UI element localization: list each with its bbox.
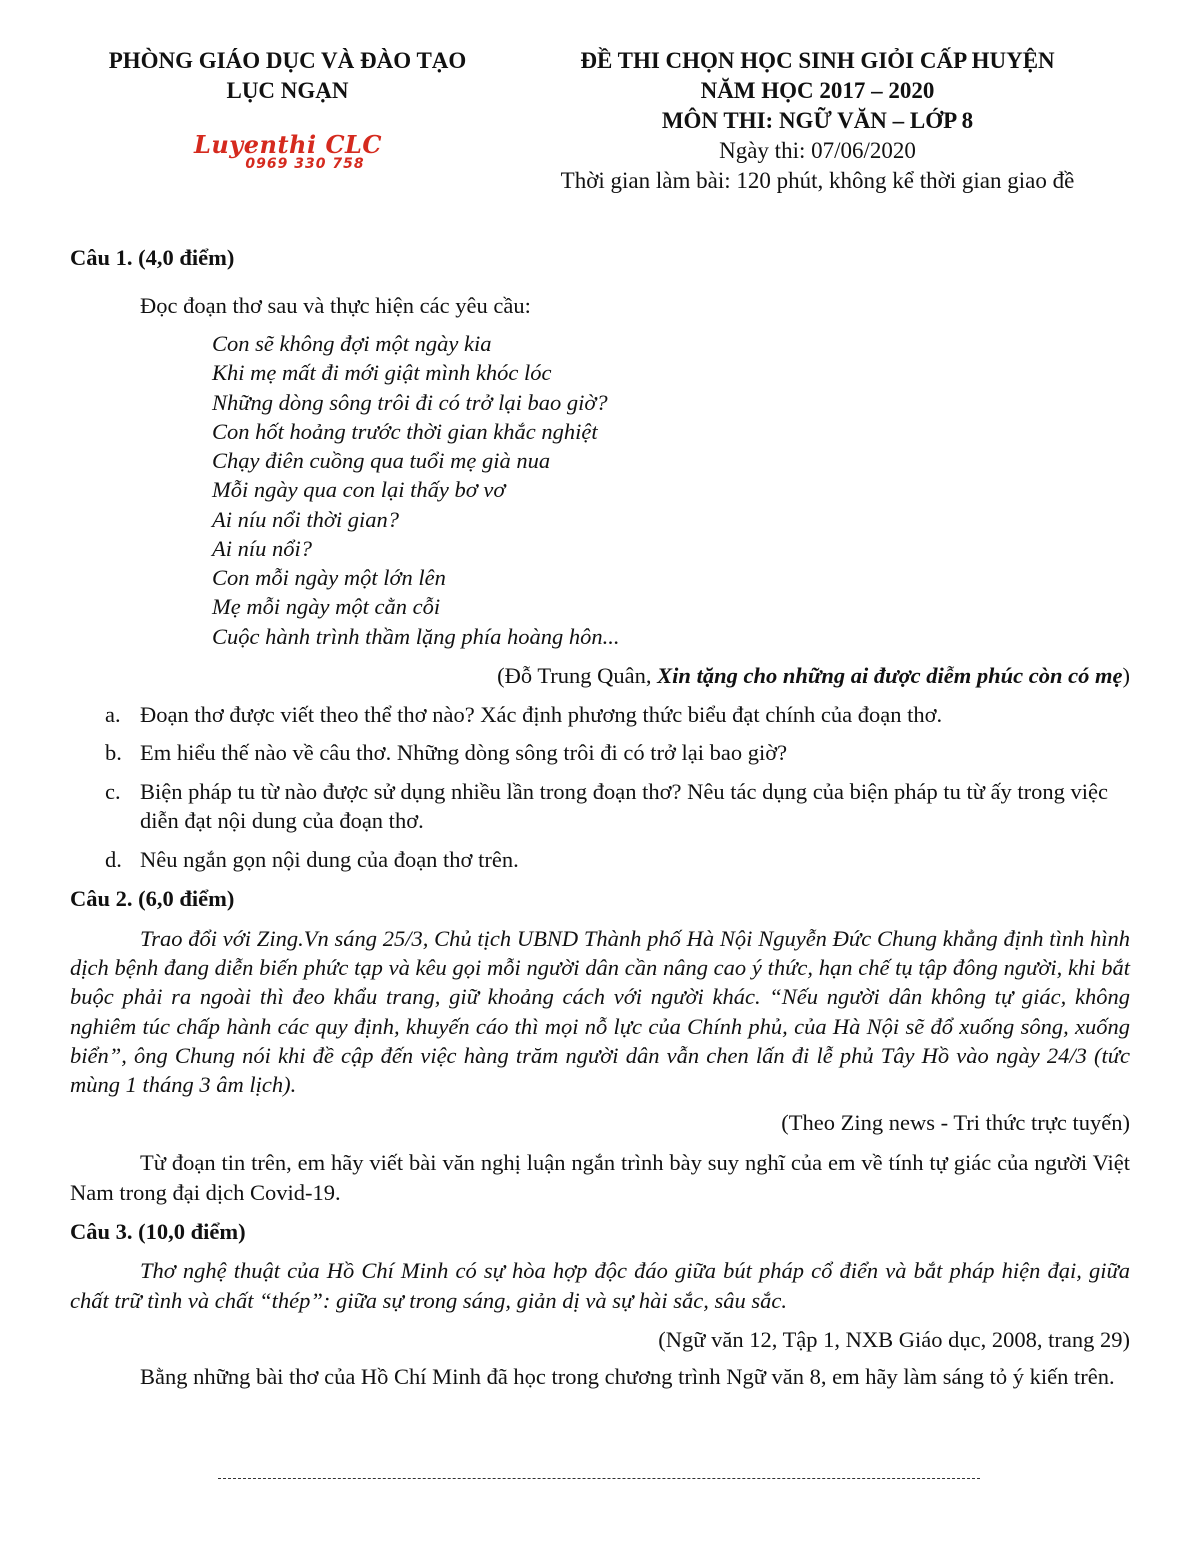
source-suffix: ) [1122, 663, 1130, 688]
subject: MÔN THI: NGỮ VĂN – LỚP 8 [661, 108, 974, 133]
header-left [75, 46, 500, 106]
exam-duration: Thời gian làm bài: 120 phút, không kể thời gian giao đề [560, 168, 1075, 193]
item-text: Đoạn thơ được viết theo thể thơ nào? Xác định phương thức biểu đạt chính của đoạn thơ. [140, 702, 943, 727]
poem-line: Những dòng sông trôi đi có trở lại bao giờ? [212, 390, 608, 415]
item-label: d. [105, 847, 122, 872]
exam-date: Ngày thi: 07/06/2020 [719, 138, 916, 163]
item-text: Em hiểu thế nào về câu thơ. Những dòng sông trôi đi có trở lại bao giờ? [140, 740, 788, 765]
q2-heading: Câu 2. (6,0 điểm) [70, 886, 235, 911]
item-text: Biện pháp tu từ nào được sử dụng nhiều lần trong đoạn thơ? Nêu tác dụng của biện pháp tu từ ấy trong việc diễn đạt nội dung của đoạn thơ. [140, 779, 1108, 833]
poem-line: Ai níu nổi thời gian? [212, 507, 400, 532]
exam-title: ĐỀ THI CHỌN HỌC SINH GIỎI CẤP HUYỆN [580, 48, 1055, 73]
poem-line: Mẹ mỗi ngày một cằn cỗi [212, 594, 441, 619]
q3-task: Bằng những bài thơ của Hồ Chí Minh đã học trong chương trình Ngữ văn 8, em hãy làm sáng tỏ ý kiến trên. [140, 1364, 1115, 1389]
item-label: b. [105, 740, 122, 765]
q2-passage: Trao đổi với Zing.Vn sáng 25/3, Chủ tịch UBND Thành phố Hà Nội Nguyễn Đức Chung khẳng định tình hình dịch bệnh đang diễn biến phức tạp và kêu gọi mỗi người dân cần nâng cao ý thức, hạn chế tụ tập đông người, khi bắt buộc phải ra ngoài thì đeo khẩu trang, giữ khoảng cách với người khác. “Nếu người dân không tự giác, không nghiêm túc chấp hành các quy định, khuyến cáo thì mọi nỗ lực của Chính phủ, của Hà Nội sẽ đổ xuống sông, xuống biển”, ông Chung nói khi đề cập đến việc hàng trăm người dân vẫn chen lấn đi lễ phủ Tây Hồ vào ngày 24/3 (tức mùng 1 tháng 3 âm lịch). [70, 926, 1130, 1098]
poem-line: Ai níu nổi? [212, 536, 312, 561]
poem-line: Khi mẹ mất đi mới giật mình khóc lóc [212, 360, 552, 385]
q1-intro: Đọc đoạn thơ sau và thực hiện các yêu cầu: [140, 293, 531, 318]
q1-heading: Câu 1. (4,0 điểm) [70, 245, 235, 270]
q1-item-d [105, 845, 1135, 875]
q3-heading: Câu 3. (10,0 điểm) [70, 1219, 246, 1244]
poem-line: Con mỗi ngày một lớn lên [212, 565, 446, 590]
source-prefix: (Đỗ Trung Quân, [497, 663, 658, 688]
poem-line: Chạy điên cuồng qua tuổi mẹ già nua [212, 448, 551, 473]
q1-item-a [105, 700, 1135, 730]
poem-line: Cuộc hành trình thầm lặng phía hoàng hôn... [212, 624, 620, 649]
q1-item-b [105, 738, 1135, 768]
logo-phone: 0969 330 758 [245, 156, 365, 172]
q3-source: (Ngữ văn 12, Tập 1, NXB Giáo dục, 2008, trang 29) [658, 1327, 1130, 1352]
luyenthi-logo [178, 132, 398, 180]
logo-brand: Luyenthi CLC [193, 130, 383, 159]
end-divider [218, 1478, 980, 1479]
q1-item-c [105, 777, 1135, 837]
item-label: a. [105, 702, 121, 727]
item-text: Nêu ngắn gọn nội dung của đoạn thơ trên. [140, 847, 519, 872]
poem-line: Con hốt hoảng trước thời gian khắc nghiệt [212, 419, 598, 444]
q3-quote: Thơ nghệ thuật của Hồ Chí Minh có sự hòa hợp độc đáo giữa bút pháp cổ điển và bắt pháp hiện đại, giữa chất trữ tình và chất “thép”: giữa sự trong sáng, giản dị và sự hài sắc, sâu sắc. [70, 1258, 1130, 1313]
q1-source [300, 661, 1130, 690]
poem-line: Con sẽ không đợi một ngày kia [212, 331, 492, 356]
header-right [505, 46, 1130, 196]
q2-source: (Theo Zing news - Tri thức trực tuyến) [781, 1110, 1130, 1135]
department-name: PHÒNG GIÁO DỤC VÀ ĐÀO TẠO [108, 48, 467, 73]
district-name: LỤC NGẠN [226, 78, 349, 103]
item-label: c. [105, 779, 121, 804]
school-year: NĂM HỌC 2017 – 2020 [700, 78, 935, 103]
poem-line: Mỗi ngày qua con lại thấy bơ vơ [212, 477, 506, 502]
q2-task: Từ đoạn tin trên, em hãy viết bài văn nghị luận ngắn trình bày suy nghĩ của em về tính tự giác của người Việt Nam trong đại dịch Covid-19. [70, 1150, 1130, 1205]
source-title: Xin tặng cho những ai được diễm phúc còn có mẹ [657, 663, 1123, 688]
